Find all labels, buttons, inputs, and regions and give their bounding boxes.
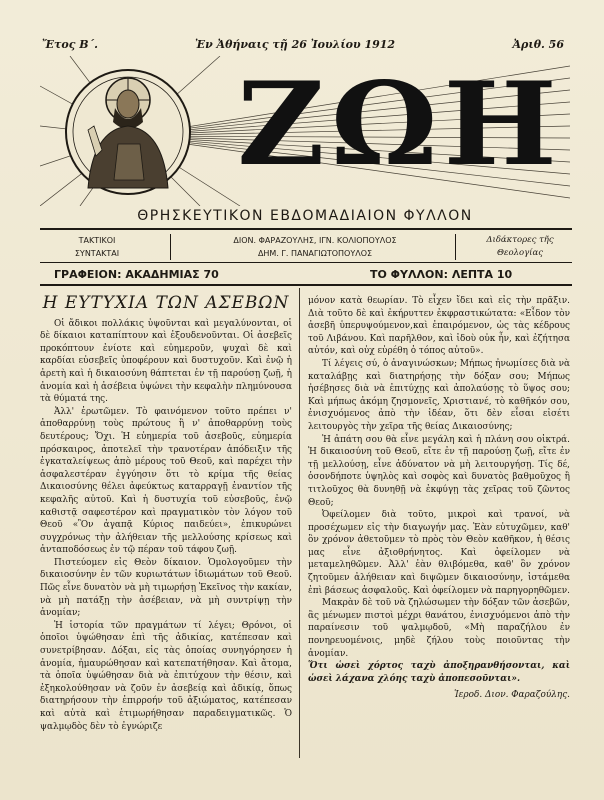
christ-icon xyxy=(48,60,210,206)
paragraph: μόνον κατὰ θεωρίαν. Τὸ εἶχεν ἴδει καὶ εἰς τὴν πρᾶξιν. Διὰ τοῦτο δὲ καὶ ἐκήρυττεν ἐκφραστικώτατα: «Εἶδον τὸν ἀσεβῆ ὑπερυψούμενον,καὶ ἐπαιρόμενον, ὡς τὰς κέδρους τοῦ Λιβάνου. Καὶ παρῆλθον, καὶ ἰδοὺ οὐκ ἦν, καὶ ἐζήτησα αὐτόν, καὶ οὐχ εὑρέθη ὁ τόπος αὐτοῦ». xyxy=(308,296,570,357)
issue-number: Ἀριθ. 56 xyxy=(512,38,564,51)
paragraph: Ἀλλ' ἐρωτῶμεν. Τὸ φαινόμενον τοῦτο πρέπει ν' ἀποθαρρύνῃ τοὺς πρώτους ἢ ν' ἀποθαρρύνῃ τοὺς δευτέρους; Ὄχι. Ἡ εὐημερία τοῦ ἀσεβοῦς, εὐημερία πρόσκαιρος, ἀποτελεῖ τὴν τρανοτέραν ἀπόδειξιν τῆς ἐγκαταλείψεως ἀπὸ μέρους τοῦ Θεοῦ, καὶ παρέχει τὴν ἀσφαλεστέραν ἐγγύησιν ὅτι τὸ κρίμα τῆς θείας Δικαιοσύνης θέλει ἀφεύκτως καταρραγῇ ἐναντίον τῆς κεφαλῆς αὐτοῦ. Καὶ ἡ δυστυχία τοῦ εὐσεβοῦς, ἐνῷ καθιστᾷ σαφεστέρον καὶ πραγματικὸν τὸν λόγον τοῦ Θεοῦ «Ὃν ἀγαπᾷ Κύριος παιδεύει», ἐπικυρώνει συγχρόνως τὴν ἀλήθειαν τῆς μελλούσης κρίσεως καὶ ἀνταποδόσεως ἐν τῷ πέραν τοῦ τάφου ζωῇ. xyxy=(40,406,292,556)
office-row xyxy=(40,266,572,284)
article-column-right xyxy=(308,295,570,702)
divider xyxy=(40,284,572,286)
date-label: Ἐν Ἀθήναις τῇ 26 Ἰουλίου 1912 xyxy=(195,38,396,51)
masthead xyxy=(40,56,570,206)
divider xyxy=(170,234,171,260)
issue-price: ΤΟ ΦΥΛΛΟΝ: ΛΕΠΤΑ 10 xyxy=(370,268,513,281)
paragraph: Ἡ ἀπάτη σου θὰ εἶνε μεγάλη καὶ ἡ πλάνη σου οἰκτρά. Ἡ δικαιοσύνη τοῦ Θεοῦ, εἴτε ἐν τῇ παρούσῃ ζωῇ, εἴτε ἐν τῇ μελλούσῃ, εἶνε ἀδύνατον νὰ μὴ λειτουργήσῃ. Τίς δέ, ὁσονδήποτε ὑψηλὸς καὶ σοφὸς καὶ δυνατὸς βαθμοῦχος ἢ τιτλοῦχος θὰ δυνηθῇ νὰ ἐκφύγῃ τὰς χεῖρας τοῦ ζῶντος Θεοῦ; xyxy=(308,434,570,508)
article-title: Η ΕΥΤΥΧΙΑ ΤΩΝ ΑΣΕΒΩΝ xyxy=(42,293,290,313)
dateline xyxy=(40,38,564,54)
paragraph: Τί λέγεις σύ, ὁ ἀναγινώσκων; Μήπως ἠνωμίσες διὰ νὰ καταλάβῃς καὶ διατηρήσῃς τὴν δόξαν σου; Μήπως ἠσέβησες διὰ νὰ ἐπιτύχῃς καὶ ἀπολαύσῃς τὸ ὕψος σου; Καὶ μήπως ἀκόμη ζησμονεῖς, Χριστιανέ, τὸ καθῆκόν σου, ἐνισχυόμενος ἀπὸ τὴν ἰδέαν, ὅτι δὲν εἶσαι εἰσέτι λειτουργὸς τὴν χεῖρα τῆς θείας Δικαιοσύνης; xyxy=(308,358,570,432)
editors-names: ΔΙΟΝ. ΦΑΡΑΖΟΥΛΗΣ, ΙΓΝ. ΚΟΛΙΟΠΟΥΛΟΣ ΔΗΜ. Γ. ΠΑΝΑΓΙΩΤΟΠΟΥΛΟΣ xyxy=(233,236,397,258)
paragraph: Ὀφείλομεν διὰ τοῦτο, μικροὶ καὶ τρανοί, νὰ προσέχωμεν εἰς τὴν διαγωγήν μας. Ἐὰν εὐτυχῶμεν, καθ' ὃν χρόνον ἀθετοῦμεν τὸ πρὸς τὸν Θεὸν καθῆκον, ἡ θέσις μας εἶνε ἀξιοθρήνητος. Καὶ ὀφείλομεν νὰ μεταμεληθῶμεν. Ἀλλ' ἐὰν θλιβόμεθα, καθ' ὃν χρόνον ζητοῦμεν ἀλήθειαν καὶ διψῶμεν δικαιοσύνην, ἱστάμεθα ἐπὶ βάσεως ἀσφαλοῦς. Καὶ ὀφείλομεν νὰ παρηγορηθῶμεν. xyxy=(308,510,570,596)
office-address: ΓΡΑΦΕΙΟΝ: ΑΚΑΔΗΜΙΑΣ 70 xyxy=(54,268,219,281)
year-label: Ἔτος Β΄. xyxy=(42,38,98,51)
editors-degrees: Διδάκτορες τῆς Θεολογίας xyxy=(486,235,554,258)
newspaper-title: ΖΩΗ xyxy=(237,57,563,192)
paragraph: Μακρὰν δὲ τοῦ νὰ ζηλώσωμεν τὴν δόξαν τῶν ἀσεβῶν, ἂς μένωμεν πιστοὶ μέχρι θανάτου, ἐνισχυόμενοι ἀπὸ τὴν παραίνεσιν τοῦ ψαλμῳδοῦ, «Μὴ παραζήλου ἐν πονηρευομένοις, μηδὲ ζήλου τοὺς ποιοῦντας τὴν ἀνομίαν. xyxy=(308,598,570,659)
divider xyxy=(455,234,456,260)
paragraph: Οἱ ἄδικοι πολλάκις ὑψοῦνται καὶ μεγαλύνονται, οἱ δὲ δίκαιοι καταπίπτουν καὶ ἐξουδενοῦνται. Οἱ ἀσεβεῖς προκόπτουν ἐνίοτε καὶ εὐημεροῦν, ψυχαὶ δὲ καὶ καρδίαι εὐσεβεῖς ὑποφέρουν καὶ δυστυχοῦν. Καὶ ἐνῷ ἡ ἀρετὴ καὶ ἡ δικαιοσύνη θάπτεται ἐν τῇ παρούσῃ ζωῇ, ἡ ἀνομία καὶ ἡ ἀσέβεια ὑψώνει τὴν κεφαλὴν πλημύνουσα τὰ θύματά της. xyxy=(40,318,292,405)
closing-quote: Ὅτι ὡσεὶ χόρτος ταχὺ ἀποξηρανθήσονται, καὶ ὡσεὶ λάχανα χλόης ταχὺ ἀποπεσοῦνται». xyxy=(308,661,570,684)
editors-row xyxy=(40,232,572,262)
article-column-left xyxy=(40,295,292,733)
divider xyxy=(40,228,572,230)
author-signature: Ἱεροδ. Διον. Φαραζούλης. xyxy=(454,690,570,701)
editors-label: ΤΑΚΤΙΚΟΙ ΣΥΝΤΑΚΤΑΙ xyxy=(74,236,120,258)
column-divider xyxy=(299,288,300,758)
divider xyxy=(40,262,572,263)
paragraph: Ἡ ἱστορία τῶν πραγμάτων τί λέγει; Θρόνοι, οἱ ὁποῖοι ὑψώθησαν ἐπὶ τῆς ἀδικίας, κατέπεσαν καὶ συνετρίβησαν. Δόξαι, εἰς τὰς ὁποίας συνηγόρησεν ἡ ἀνομία, ἠμαυρώθησαν καὶ κατεπατήθησαν. Καὶ ἄτομα, τὰ ὁποῖα ὑψώθησαν διὰ νὰ ἐπιτύχουν τὴν θέσιν, καὶ ἐξηκολούθησαν νὰ ζοῦν ἐν ἀσεβείᾳ καὶ ἀδικίᾳ, ὅπως διατηρήσουν τὴν ἐπιρροήν τοῦ ἀξιώματος, κατέπεσαν καὶ αὐτὰ καὶ ἐτιμωρήθησαν παραδειγματικῶς. Ὁ ψαλμῳδὸς δὲν τὸ ἐγνώριζε xyxy=(40,620,292,732)
newspaper-subtitle: ΘΡΗΣΚΕΥΤΙΚΟΝ ΕΒΔΟΜΑΔΙΑΙΟΝ ΦΥΛΛΟΝ xyxy=(137,208,473,224)
paragraph: Πιστεύομεν εἰς Θεὸν δίκαιον. Ὁμολογοῦμεν τὴν δικαιοσύνην ἐν τῶν κυριωτάτων ἰδιωμάτων τοῦ Θεοῦ. Πῶς εἶνε δυνατὸν νὰ μὴ τιμωρήσῃ Ἐκεῖνος τὴν κακίαν, νὰ μὴ πατάξῃ τὴν ἀσέβειαν, νὰ μὴ συντρίψῃ τὴν ἀνομίαν; xyxy=(40,557,292,619)
